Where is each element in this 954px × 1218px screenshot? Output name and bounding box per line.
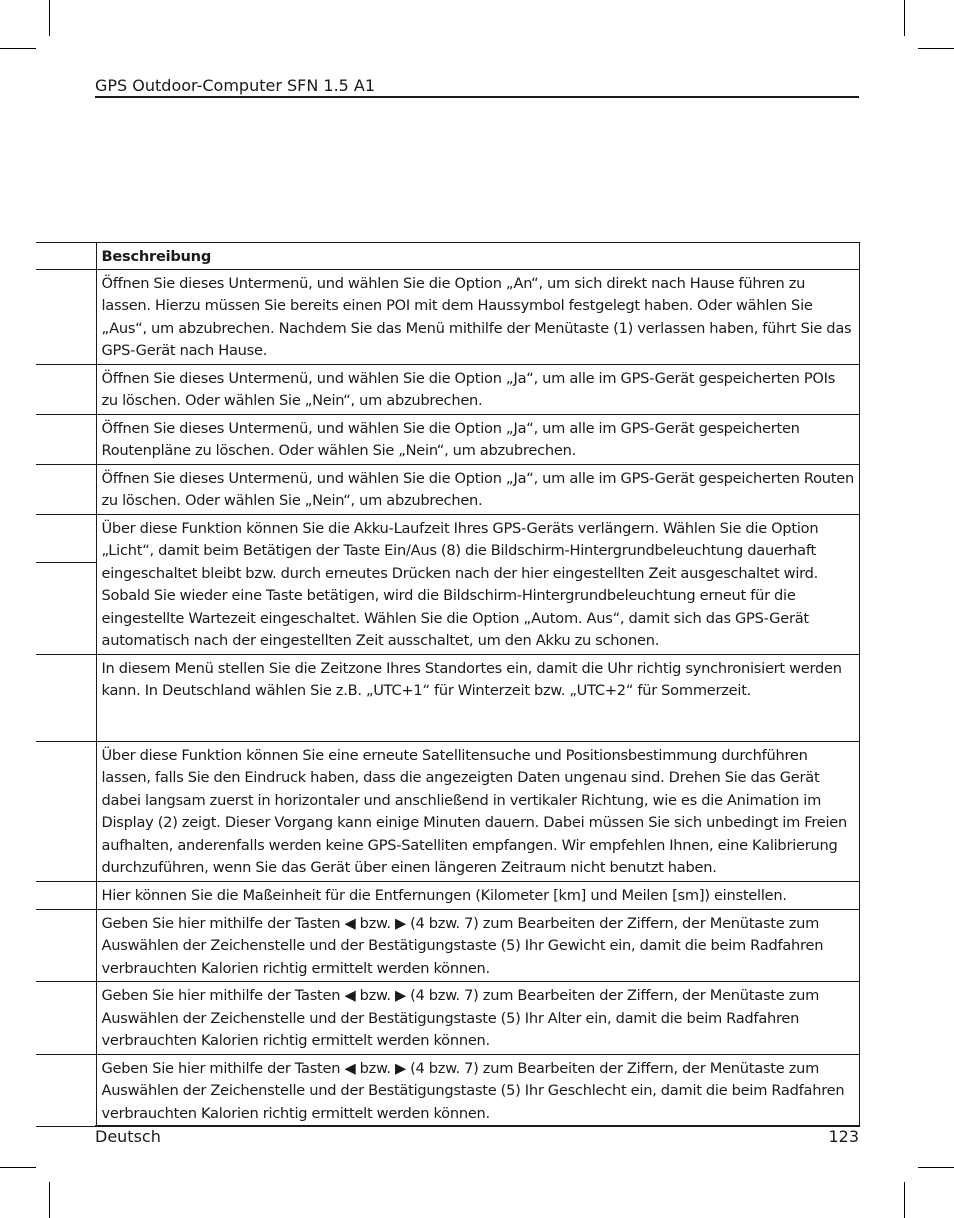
row-description: Über diese Funktion können Sie die Akku-Laufzeit Ihres GPS-Geräts verlängern. Wählen Sie die Option „Licht“, damit beim Betätigen der Taste Ein/Aus (8) die Bildschirm-Hintergrundbeleuchtung dauerhaft eingeschaltet bleibt bzw. durch erneutes Drücken nach der hier eingestellten Zeit ausgeschaltet wird. Sobald Sie wieder eine Taste betätigen, wird die Bildschirm-Hintergrundbeleuchtung erneut für die eingestellte Wartezeit eingeschaltet. Wählen Sie die Option „Autom. Aus“, damit sich das GPS-Gerät automatisch nach der eingestellten Zeit ausschaltet, um den Akku zu schonen. bbox=[96, 514, 859, 654]
row-description: Öffnen Sie dieses Untermenü, und wählen Sie die Option „Ja“, um alle im GPS-Gerät gespeicherten Routenpläne zu löschen. Oder wählen Sie „Nein“, um abzubrechen. bbox=[96, 414, 859, 464]
column-header: Beschreibung bbox=[96, 243, 859, 270]
label-cell bbox=[36, 243, 96, 270]
crop-mark bbox=[0, 1167, 36, 1168]
row-description: Öffnen Sie dieses Untermenü, und wählen Sie die Option „Ja“, um alle im GPS-Gerät gespeicherten POIs zu löschen. Oder wählen Sie „Nein“, um abzubrechen. bbox=[96, 364, 859, 414]
label-cell bbox=[36, 654, 96, 741]
row-description: Geben Sie hier mithilfe der Tasten ◀ bzw. ▶ (4 bzw. 7) zum Bearbeiten der Ziffern, der Menütaste zum Auswählen der Zeichenstelle und der Bestätigungstaste (5) Ihr Geschlecht ein, damit die beim Radfahren verbrauchten Kalorien richtig ermittelt werden können. bbox=[96, 1054, 859, 1127]
label-cell bbox=[36, 881, 96, 909]
row-description: Geben Sie hier mithilfe der Tasten ◀ bzw. ▶ (4 bzw. 7) zum Bearbeiten der Ziffern, der Menütaste zum Auswählen der Zeichenstelle und der Bestätigungstaste (5) Ihr Gewicht ein, damit die beim Radfahren verbrauchten Kalorien richtig ermittelt werden können. bbox=[96, 909, 859, 982]
description-table-wrapper bbox=[36, 242, 859, 1127]
table-header-row bbox=[36, 243, 859, 270]
table-row bbox=[36, 269, 859, 364]
label-cell bbox=[36, 982, 96, 1055]
footer-language: Deutsch bbox=[95, 1127, 161, 1146]
crop-mark bbox=[904, 0, 905, 36]
label-cell bbox=[36, 741, 96, 881]
table-row bbox=[36, 514, 859, 654]
label-cell bbox=[36, 364, 96, 414]
crop-mark bbox=[918, 48, 954, 49]
table-row bbox=[36, 741, 859, 881]
crop-mark bbox=[49, 0, 50, 36]
description-table bbox=[36, 242, 860, 1127]
table-row bbox=[36, 1054, 859, 1127]
table-row bbox=[36, 414, 859, 464]
table-row bbox=[36, 654, 859, 741]
label-cell bbox=[36, 269, 96, 364]
label-cell bbox=[36, 514, 96, 654]
crop-mark bbox=[0, 48, 36, 49]
row-description: Über diese Funktion können Sie eine erneute Satellitensuche und Positionsbestimmung durchführen lassen, falls Sie den Eindruck haben, dass die angezeigten Daten ungenau sind. Drehen Sie das Gerät dabei langsam zuerst in horizontaler und anschließend in vertikaler Richtung, wie es die Animation im Display (2) zeigt. Dieser Vorgang kann einige Minuten dauern. Dabei müssen Sie sich unbedingt im Freien aufhalten, anderenfalls werden keine GPS-Satelliten empfangen. Wir empfehlen Ihnen, eine Kalibrierung durchzuführen, wenn Sie das Gerät über einen längeren Zeitraum nicht benutzt haben. bbox=[96, 741, 859, 881]
table-row bbox=[36, 464, 859, 514]
crop-mark bbox=[904, 1182, 905, 1218]
footer-rule bbox=[95, 1125, 859, 1126]
row-description: In diesem Menü stellen Sie die Zeitzone Ihres Standortes ein, damit die Uhr richtig synchronisiert werden kann. In Deutschland wählen Sie z.B. „UTC+1“ für Winterzeit bzw. „UTC+2“ für Sommerzeit. bbox=[96, 654, 859, 741]
table-row bbox=[36, 982, 859, 1055]
table-row bbox=[36, 909, 859, 982]
header-rule bbox=[95, 96, 859, 98]
table-row bbox=[36, 364, 859, 414]
label-cell bbox=[36, 909, 96, 982]
row-description: Hier können Sie die Maßeinheit für die Entfernungen (Kilometer [km] und Meilen [sm]) einstellen. bbox=[96, 881, 859, 909]
page-number: 123 bbox=[828, 1127, 859, 1146]
label-cell bbox=[36, 414, 96, 464]
crop-mark bbox=[918, 1167, 954, 1168]
table-row bbox=[36, 881, 859, 909]
page-header-title: GPS Outdoor-Computer SFN 1.5 A1 bbox=[95, 76, 376, 95]
label-divider bbox=[36, 562, 96, 563]
label-cell bbox=[36, 1054, 96, 1127]
row-description: Öffnen Sie dieses Untermenü, und wählen Sie die Option „Ja“, um alle im GPS-Gerät gespeicherten Routen zu löschen. Oder wählen Sie „Nein“, um abzubrechen. bbox=[96, 464, 859, 514]
row-description: Geben Sie hier mithilfe der Tasten ◀ bzw. ▶ (4 bzw. 7) zum Bearbeiten der Ziffern, der Menütaste zum Auswählen der Zeichenstelle und der Bestätigungstaste (5) Ihr Alter ein, damit die beim Radfahren verbrauchten Kalorien richtig ermittelt werden können. bbox=[96, 982, 859, 1055]
label-cell bbox=[36, 464, 96, 514]
row-description: Öffnen Sie dieses Untermenü, und wählen Sie die Option „An“, um sich direkt nach Hause führen zu lassen. Hierzu müssen Sie bereits einen POI mit dem Haussymbol festgelegt haben. Oder wählen Sie „Aus“, um abzubrechen. Nachdem Sie das Menü mithilfe der Menütaste (1) verlassen haben, führt Sie das GPS-Gerät nach Hause. bbox=[96, 269, 859, 364]
crop-mark bbox=[49, 1182, 50, 1218]
